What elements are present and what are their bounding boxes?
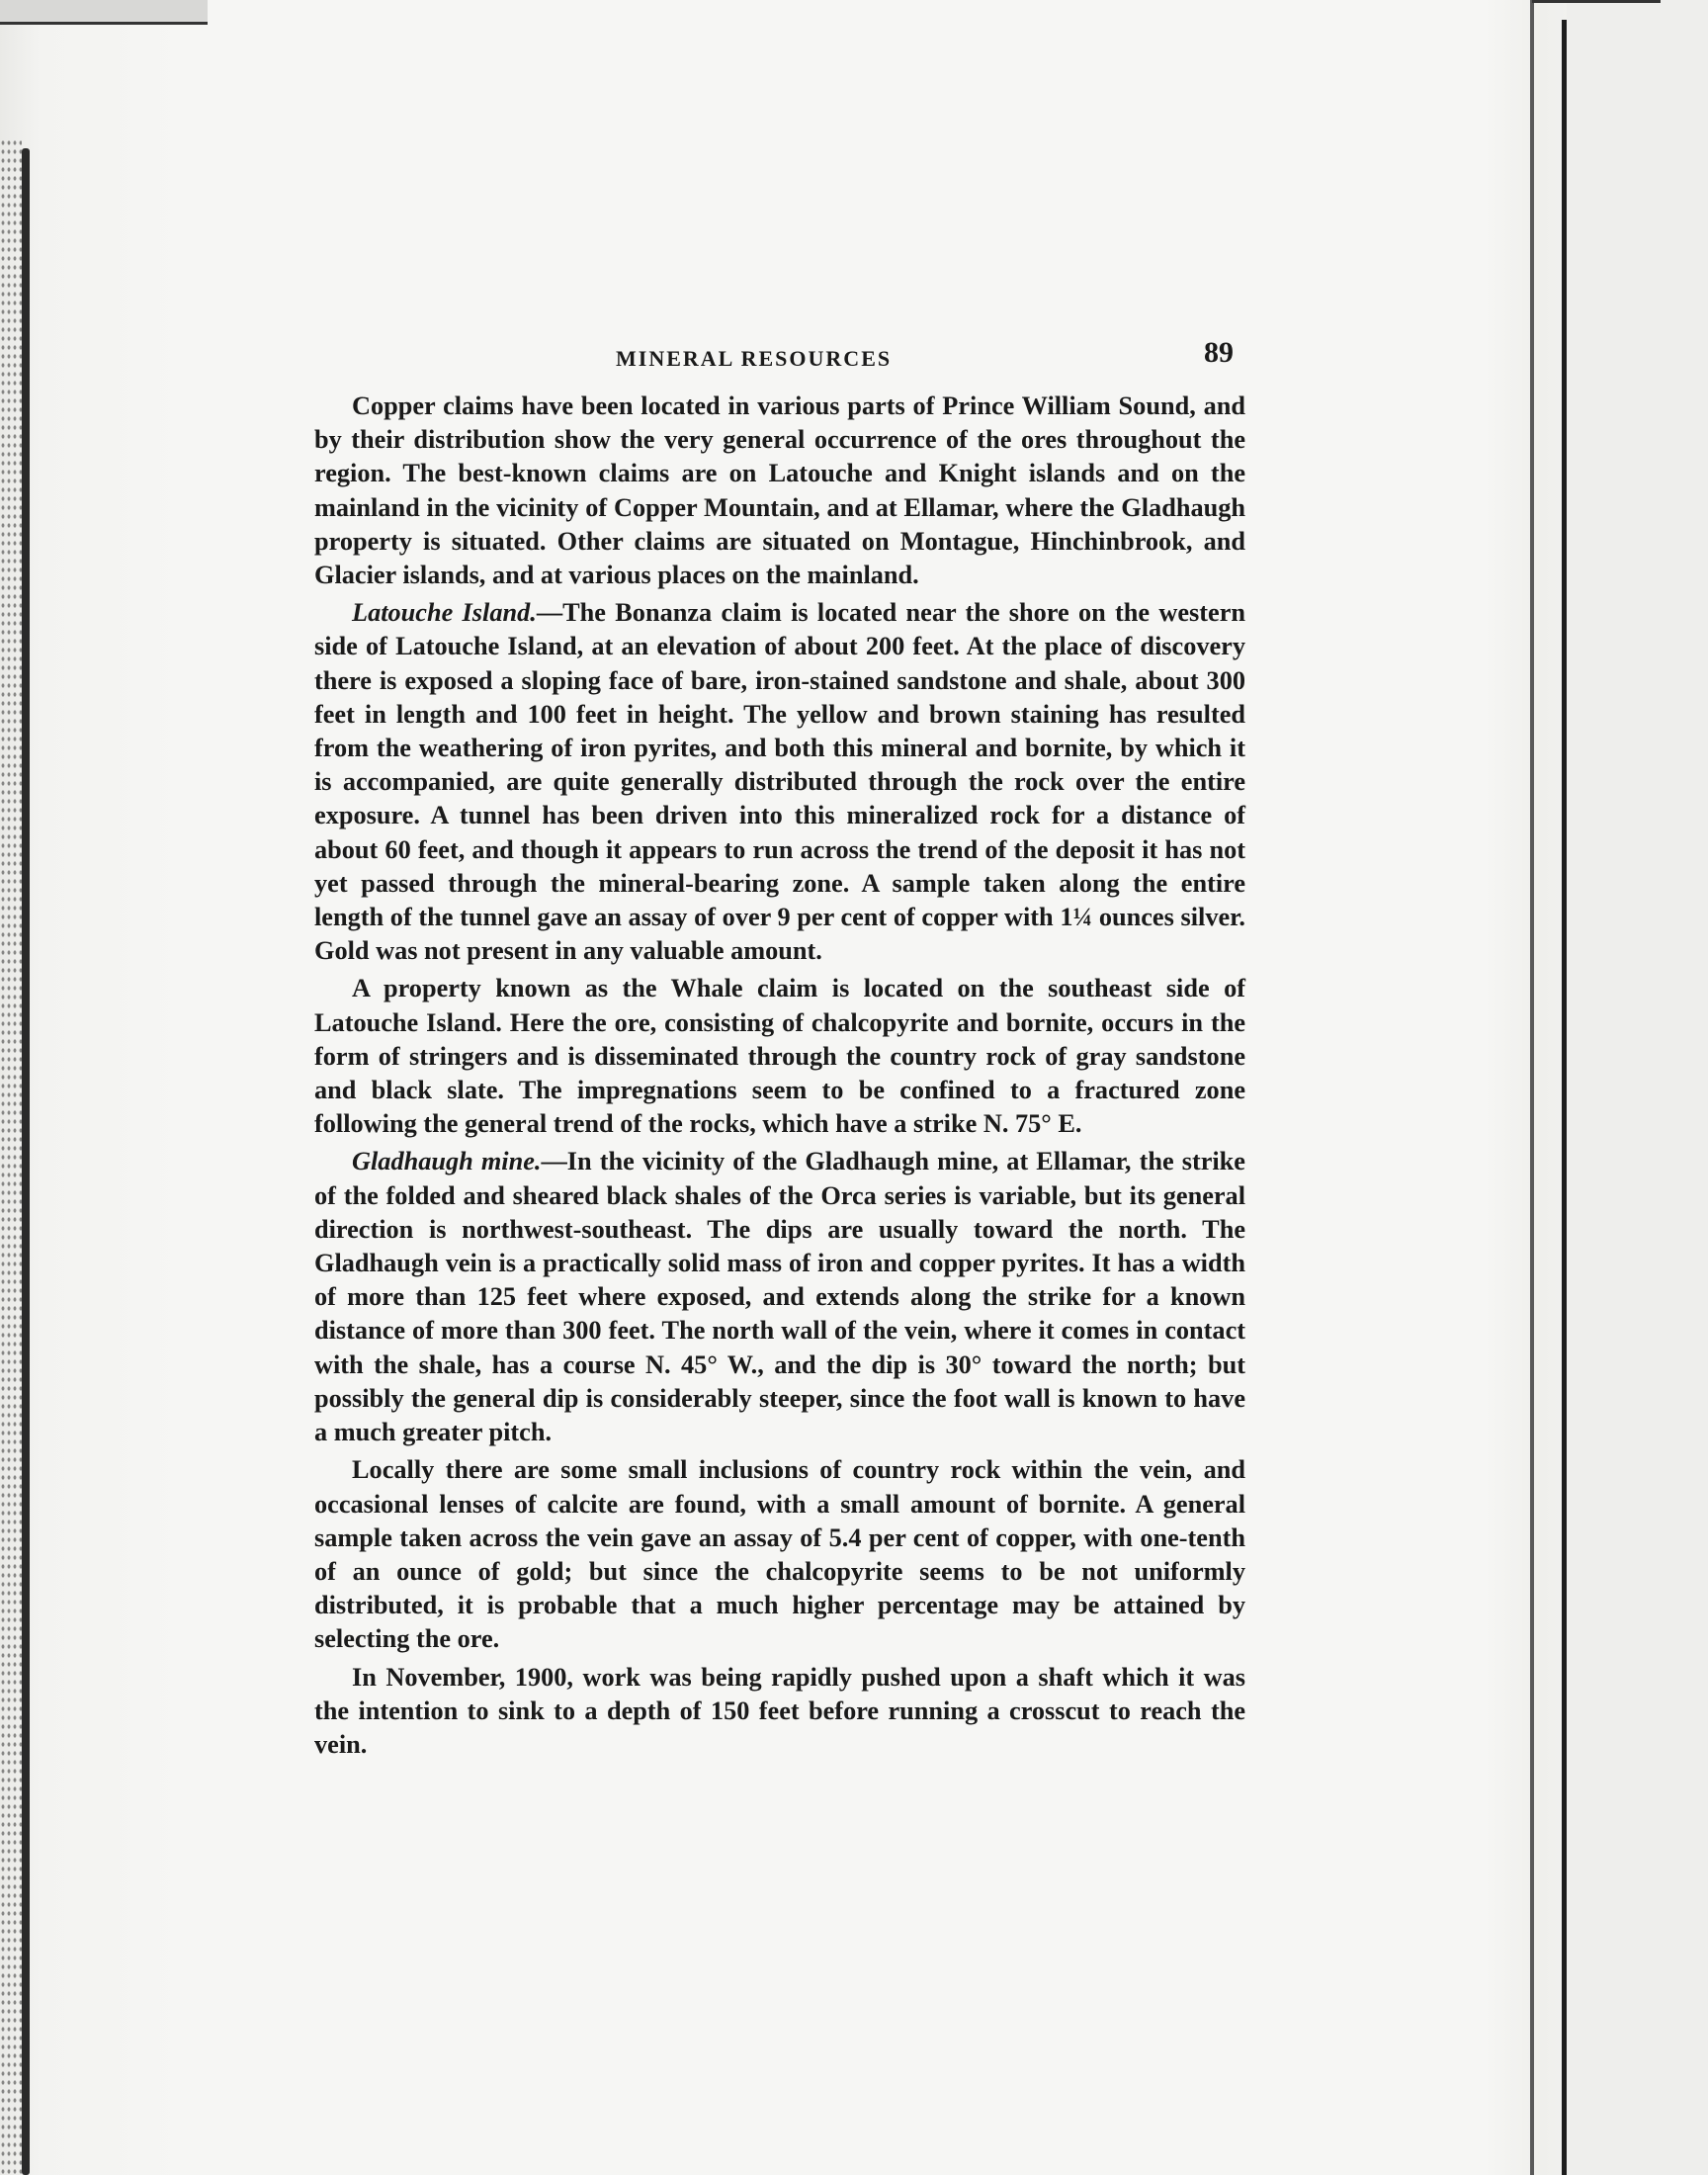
page-content <box>314 336 1245 1762</box>
paragraph <box>314 972 1245 1141</box>
paragraph-text: A property known as the Whale claim is located on the southeast side of Latouche Island. Here the ore, consisting of chalcopyrite and bornite, occurs in the form of stringers and is disseminated through the country rock of gray sandstone and black slate. The impregnations seem to be confined to a fractured zone following the general trend of the rocks, which have a strike N. 75° E. <box>314 974 1245 1139</box>
section-lead: Gladhaugh mine. <box>352 1147 542 1176</box>
right-margin-strip <box>1567 0 1708 2175</box>
left-scan-noise <box>0 138 22 2175</box>
body-text <box>314 390 1245 1762</box>
paragraph-text: Locally there are some small inclusions of country rock within the vein, and occasional lenses of calcite are found, with a small amount of bornite. A general sample taken across the vein gave an assay of 5.4 per cent of copper, with one-tenth of an ounce of gold; but since the chalcopyrite seems to be not uniformly distributed, it is probable that a much higher percentage may be attained by selecting the ore. <box>314 1455 1245 1654</box>
paragraph <box>314 390 1245 592</box>
right-page-border <box>1562 20 1567 2175</box>
paragraph <box>314 1661 1245 1763</box>
paragraph-text: —The Bonanza claim is located near the shore on the western side of Latouche Island, at an elevation of about 200 feet. At the place of discovery there is exposed a sloping face of bare, iron-stained sandstone and shale, about 300 feet in length and 100 feet in height. The yellow and brown staining has resulted from the weathering of iron pyrites, and both this mineral and bornite, by which it is accompanied, are quite generally distributed through the rock over the entire exposure. A tunnel has been driven into this mineralized rock for a distance of about 60 feet, and though it appears to run across the trend of the deposit it has not yet passed through the mineral-bearing zone. A sample taken along the entire length of the tunnel gave an assay of over 9 per cent of copper with 1¼ ounces silver. Gold was not present in any valuable amount. <box>314 598 1245 966</box>
paragraph-text: Copper claims have been located in various parts of Prince William Sound, and by their distribution show the very general occurrence of the ores throughout the region. The best-known claims are on Latouche and Knight islands and on the mainland in the vicinity of Copper Mountain, and at Ellamar, where the Gladhaugh property is situated. Other claims are situated on Montague, Hinchinbrook, and Glacier islands, and at various places on the mainland. <box>314 392 1245 590</box>
paragraph <box>314 1145 1245 1449</box>
left-page-border <box>22 148 30 2175</box>
scan-top-edge <box>0 0 208 25</box>
right-page-edge <box>1530 0 1534 2175</box>
paragraph <box>314 596 1245 968</box>
section-lead: Latouche Island. <box>352 598 537 628</box>
scan-top-right-edge <box>1532 0 1661 31</box>
paragraph-text: In November, 1900, work was being rapidly pushed upon a shaft which it was the intention to sink to a depth of 150 feet before running a crosscut to reach the vein. <box>314 1662 1245 1759</box>
running-title: MINERAL RESOURCES <box>616 346 893 371</box>
paragraph <box>314 1453 1245 1656</box>
page-header <box>314 336 1245 376</box>
page-number: 89 <box>1204 336 1234 369</box>
paragraph-text: —In the vicinity of the Gladhaugh mine, at Ellamar, the strike of the folded and sheared black shales of the Orca series is variable, but its general direction is northwest-southeast. The dips are usually toward the north. The Gladhaugh vein is a practically solid mass of iron and copper pyrites. It has a width of more than 125 feet where exposed, and extends along the strike for a known distance of more than 300 feet. The north wall of the vein, where it comes in contact with the shale, has a course N. 45° W., and the dip is 30° toward the north; but possibly the general dip is considerably steeper, since the foot wall is known to have a much greater pitch. <box>314 1147 1245 1447</box>
